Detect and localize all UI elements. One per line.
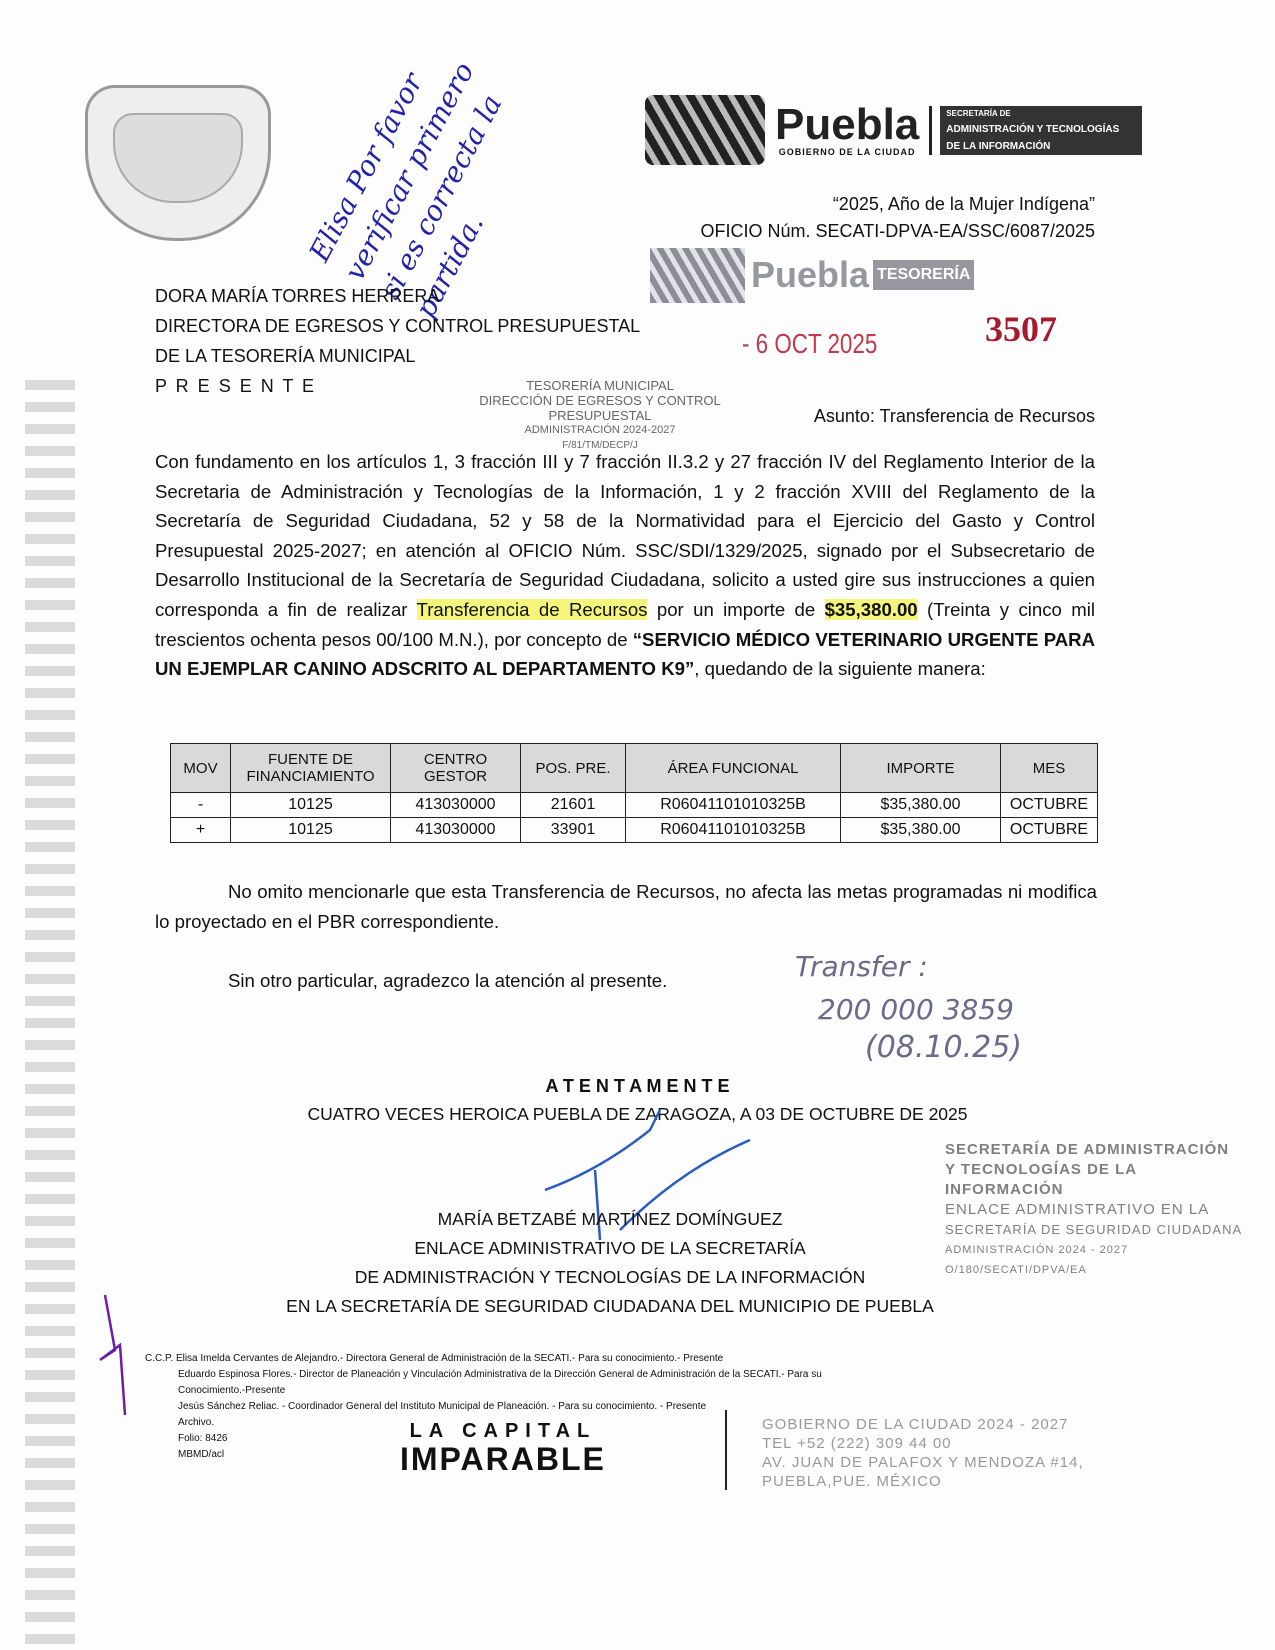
atentamente: A T E N T A M E N T E xyxy=(545,1076,730,1096)
addressee-block: DORA MARÍA TORRES HERRERA DIRECTORA DE EGRESOS Y CONTROL PRESUPUESTAL DE LA TESORERÍA MUNICIPAL P R E S E N T E xyxy=(155,286,641,396)
highlight-transfer: Transferencia de Recursos xyxy=(416,598,648,620)
footer-contact: GOBIERNO DE LA CIUDAD 2024 - 2027 TEL +52 (222) 309 44 00 AV. JUAN DE PALAFOX Y MENDOZA #14, PUEBLA,PUE. MÉXICO xyxy=(762,1416,1084,1490)
table-row: + 10125 413030000 33901 R06041101010325B $35,380.00 OCTUBRE xyxy=(171,818,1098,843)
highlight-amount: $35,380.00 xyxy=(824,598,918,620)
city-coat-of-arms xyxy=(85,85,271,241)
concept: “SERVICIO MÉDICO VETERINARIO URGENTE PARA UN EJEMPLAR CANINO ADSCRITO AL DEPARTAMENTO K9” xyxy=(155,628,1095,680)
body-paragraph: Con fundamento en los artículos 1, 3 fracción III y 7 fracción II.3.2 y 27 fracción IV del Reglamento Interior de la Secretaria de Administración y Tecnologías de la Información, 1 y 2 fracción XVIII del Reglamento de la Secretaría de Seguridad Ciudadana, 52 y 58 de la Normatividad para el Ejercicio del Gasto y Control Presupuestal 2025-2027; en atención al OFICIO Núm. SSC/SDI/1329/2025, signado por el Subsecretario de Desarrollo Institucional de la Secretaría de Seguridad Ciudadana, solicito a usted gire sus instrucciones a quien corresponda a fin de realizar Transferencia de Recursos por un importe de $35,380.00 (Treinta y cinco mil trescientos ochenta pesos 00/100 M.N.), por concepto de “SERVICIO MÉDICO VETERINARIO URGENTE PARA UN EJEMPLAR CANINO ADSCRITO AL DEPARTAMENTO K9”, quedando de la siguiente manera: xyxy=(155,451,1095,680)
handwritten-transfer-number: 200 000 3859 xyxy=(818,993,1014,1026)
tesoreria-stamp-logo: Puebla TESORERÍA xyxy=(650,245,975,305)
table-row: - 10125 413030000 21601 R06041101010325B $35,380.00 OCTUBRE xyxy=(171,793,1098,818)
perforated-edge xyxy=(25,380,75,1650)
footer-divider xyxy=(725,1410,727,1490)
subject-line: Asunto: Transferencia de Recursos xyxy=(813,406,1095,426)
oficio-number: OFICIO Núm. SECATI-DPVA-EA/SSC/6087/2025 xyxy=(700,221,1095,241)
initials-scribble xyxy=(95,1290,135,1420)
metas-paragraph: No omito mencionarle que esta Transferencia de Recursos, no afecta las metas programadas ni modifica lo proyectado en el PBR correspondiente. xyxy=(155,881,1097,932)
place-date: CUATRO VECES HEROICA PUEBLA DE ZARAGOZA, A 03 DE OCTUBRE DE 2025 xyxy=(307,1104,968,1124)
secati-stamp: SECRETARÍA DE ADMINISTRACIÓN Y TECNOLOGÍAS DE LA INFORMACIÓN ENLACE ADMINISTRATIVO EN LA SECRETARÍA DE SEGURIDAD CIUDADANA ADMINISTRACIÓN 2024 - 2027 O/180/SECATI/DPVA/EA xyxy=(945,1141,1243,1276)
handwritten-note: Elisa Por favor verificar primero si es correcta la partida. xyxy=(302,56,509,324)
la-capital-imparable-logo: LA CAPITAL IMPARABLE xyxy=(400,1420,606,1477)
folio-number-stamp: 3507 xyxy=(985,309,1057,349)
tesoreria-received-stamp: TESORERÍA MUNICIPAL DIRECCIÓN DE EGRESOS Y CONTROL PRESUPUESTAL ADMINISTRACIÓN 2024-2027 F/81/TM/DECP/J xyxy=(479,378,721,451)
received-date-stamp: - 6 OCT 2025 xyxy=(742,328,878,359)
transfer-table: MOV FUENTE DE FINANCIAMIENTO CENTRO GESTOR POS. PRE. ÁREA FUNCIONAL IMPORTE MES - 10125 413030000 21601 R06041101010325B $35,380.00 OCTUBRE + 10125 413030000 33901 R06041101010325B $35,380.00 OCTUBRE xyxy=(170,743,1098,843)
handwritten-transfer-label: Transfer : xyxy=(795,950,928,983)
ccp-block: C.C.P. Elisa Imelda Cervantes de Alejandro.- Directora General de Administración de la SECATI.- Para su conocimiento.- Presente Eduardo Espinosa Flores.- Director de Planeación y Vinculación Administrativa de la Dirección General de Administración de la SECATI.- Para su Conocimiento.-Presente Jesús Sánchez Reliac. - Coordinador General del Instituto Municipal de Planeación. - Para su conocimiento. - Presente Archivo. Folio: 8426 MBMD/acl xyxy=(145,1353,822,1460)
motto: “2025, Año de la Mujer Indígena” xyxy=(832,194,1095,214)
signature-block: MARÍA BETZABÉ MARTÍNEZ DOMÍNGUEZ ENLACE ADMINISTRATIVO DE LA SECRETARÍA DE ADMINISTRACIÓN Y TECNOLOGÍAS DE LA INFORMACIÓN EN LA SECRETARÍA DE SEGURIDAD CIUDADANA DEL MUNICIPIO DE PUEBLA xyxy=(286,1209,934,1316)
thanks-paragraph: Sin otro particular, agradezco la atención al presente. xyxy=(228,970,668,991)
handwritten-transfer-date: (08.10.25) xyxy=(865,1030,1023,1065)
puebla-logo: Puebla GOBIERNO DE LA CIUDAD SECRETARÍA DE ADMINISTRACIÓN Y TECNOLOGÍAS DE LA INFORMACIÓN xyxy=(645,95,1160,165)
logo-emblem xyxy=(645,95,765,165)
